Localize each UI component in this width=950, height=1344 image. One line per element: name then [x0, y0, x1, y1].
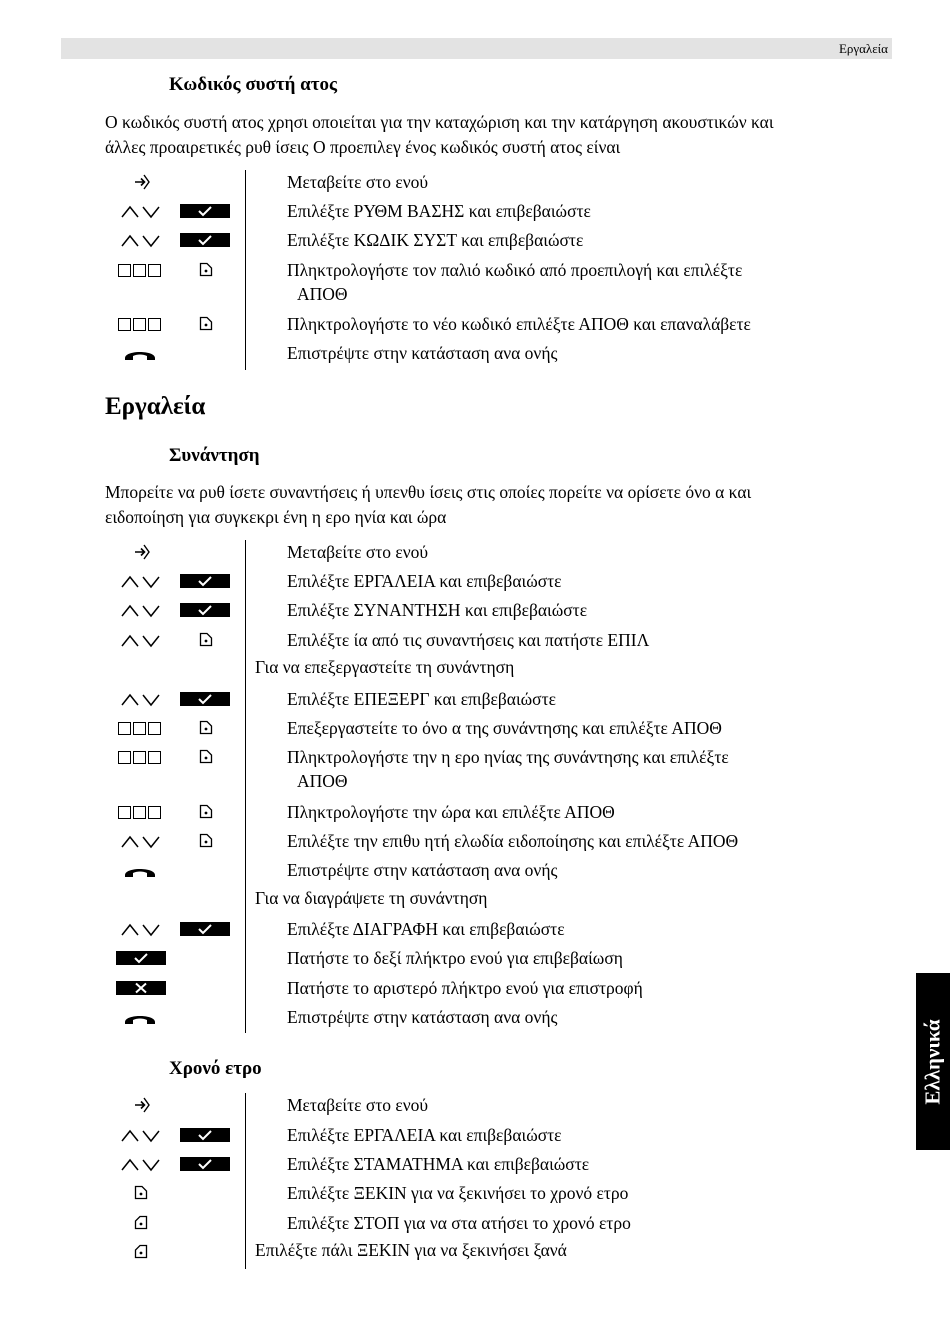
steps-divider	[245, 170, 246, 370]
step-text: Επιλέξτε ΡΥΘΜ ΒΑΣΗΣ και επιβεβαιώστε	[287, 201, 591, 221]
step-text: Επιλέξτε ΞΕΚΙΝ για να ξεκινήσει το χρονό ετρο	[287, 1183, 629, 1203]
menu-icon	[133, 173, 151, 191]
step-text: Επιλέξτε ΣΤΟΠ για να στα ατήσει το χρονό ετρο	[287, 1213, 631, 1233]
step-text: Επιλέξτε την επιθυ ητή ελωδία ειδοποίησης και επιλέξτε ΑΠΟΘ	[287, 831, 739, 851]
menu-icon	[133, 1096, 151, 1114]
header-title: Εργαλεία	[838, 41, 888, 56]
up-down-arrows-icon	[121, 1127, 161, 1143]
right-softkey-icon	[199, 833, 213, 848]
step-text	[287, 258, 885, 306]
right-softkey-icon	[199, 804, 213, 819]
intro-line: Μπορείτε να ρυθ ίσετε συναντήσεις ή υπενθυ ίσεις στις οποίες πορείτε να ορίσετε όνο α και	[105, 482, 752, 502]
up-down-arrows-icon	[121, 602, 161, 618]
ok-softkey-icon	[180, 1128, 230, 1142]
meeting-title: Συνάντηση	[169, 445, 260, 466]
step-text: Επιστρέψτε στην κατάσταση ανα ονής	[287, 1007, 558, 1027]
keypad-icon	[118, 264, 164, 278]
language-side-tab	[916, 973, 950, 1150]
step-text: Επιστρέψτε στην κατάσταση ανα ονής	[287, 343, 558, 363]
steps-divider	[245, 1093, 246, 1269]
hang-up-icon	[123, 346, 157, 362]
step-text: Επιλέξτε ΚΩΔΙΚ ΣΥΣΤ και επιβεβαιώστε	[287, 230, 584, 250]
step-text: Μεταβείτε στο ενού	[287, 542, 429, 562]
keypad-icon	[118, 722, 164, 736]
menu-icon	[133, 543, 151, 561]
step-text: Επιλέξτε ία από τις συναντήσεις και πατήστε ΕΠΙΛ	[287, 630, 650, 650]
hang-up-icon	[123, 1010, 157, 1026]
up-down-arrows-icon	[121, 203, 161, 219]
left-softkey-icon	[134, 1244, 148, 1259]
stopwatch-final-line: Επιλέξτε πάλι ΞΕΚΙΝ για να ξεκινήσει ξανά	[255, 1240, 567, 1260]
ok-softkey-icon	[180, 574, 230, 588]
right-softkey-icon	[199, 720, 213, 735]
up-down-arrows-icon	[121, 573, 161, 589]
step-text: Μεταβείτε στο ενού	[287, 172, 429, 192]
step-text: Επεξεργαστείτε το όνο α της συνάντησης και επιλέξτε ΑΠΟΘ	[287, 718, 722, 738]
step-text: Μεταβείτε στο ενού	[287, 1095, 429, 1115]
right-softkey-icon	[199, 316, 213, 331]
right-softkey-icon	[134, 1185, 148, 1200]
up-down-arrows-icon	[121, 921, 161, 937]
step-text: Επιλέξτε ΕΡΓΑΛΕΙΑ και επιβεβαιώστε	[287, 571, 562, 591]
left-softkey-icon	[134, 1215, 148, 1230]
edit-meeting-heading: Για να επεξεργαστείτε τη συνάντηση	[255, 657, 515, 677]
step-text: Επιστρέψτε στην κατάσταση ανα ονής	[287, 860, 558, 880]
right-softkey-icon	[199, 632, 213, 647]
step-text: Πληκτρολογήστε το νέο κωδικό επιλέξτε ΑΠΟΘ και επαναλάβετε	[287, 314, 751, 334]
system-code-intro	[105, 110, 890, 160]
keypad-icon	[118, 751, 164, 765]
ok-softkey-icon	[180, 1157, 230, 1171]
side-tab-label: Ελληνικά	[920, 1018, 945, 1105]
up-down-arrows-icon	[121, 691, 161, 707]
intro-line: Ο κωδικός συστή ατος χρησι οποιείται για την καταχώριση και την κατάργηση ακουστικών και	[105, 112, 774, 132]
ok-softkey-icon	[180, 692, 230, 706]
stopwatch-title: Χρονό ετρο	[169, 1058, 262, 1079]
delete-meeting-heading: Για να διαγράψετε τη συνάντηση	[255, 888, 488, 908]
ok-softkey-icon	[116, 951, 166, 965]
step-text: Επιλέξτε ΕΡΓΑΛΕΙΑ και επιβεβαιώστε	[287, 1125, 562, 1145]
intro-line: άλλες προαιρετικές ρυθ ίσεις Ο προεπιλεγ ένος κωδικός συστή ατος είναι	[105, 137, 621, 157]
ok-softkey-icon	[180, 204, 230, 218]
tools-title: Εργαλεία	[105, 393, 206, 420]
ok-softkey-icon	[180, 922, 230, 936]
right-softkey-icon	[199, 262, 213, 277]
step-text	[287, 745, 885, 793]
step-text: Επιλέξτε ΔΙΑΓΡΑΦΗ και επιβεβαιώστε	[287, 919, 565, 939]
step-text-line: Πληκτρολογήστε τον παλιό κωδικό από προεπιλογή και επιλέξτε	[287, 260, 743, 280]
step-text: Επιλέξτε ΕΠΕΞΕΡΓ και επιβεβαιώστε	[287, 689, 556, 709]
keypad-icon	[118, 318, 164, 332]
steps-divider	[245, 540, 246, 1033]
up-down-arrows-icon	[121, 833, 161, 849]
cancel-softkey-icon	[116, 981, 166, 995]
hang-up-icon	[123, 863, 157, 879]
system-code-title: Κωδικός συστή ατος	[169, 74, 338, 95]
step-text: Πληκτρολογήστε την ώρα και επιλέξτε ΑΠΟΘ	[287, 802, 615, 822]
step-text: Πατήστε το αριστερό πλήκτρο ενού για επιστροφή	[287, 978, 643, 998]
step-text: Επιλέξτε ΣΥΝΑΝΤΗΣΗ και επιβεβαιώστε	[287, 600, 588, 620]
step-text-line: ΑΠΟΘ	[297, 284, 348, 304]
step-text: Πατήστε το δεξί πλήκτρο ενού για επιβεβαίωση	[287, 948, 623, 968]
ok-softkey-icon	[180, 603, 230, 617]
up-down-arrows-icon	[121, 632, 161, 648]
step-text-line: ΑΠΟΘ	[297, 771, 348, 791]
keypad-icon	[118, 806, 164, 820]
meeting-intro	[105, 480, 890, 530]
step-text: Επιλέξτε ΣΤΑΜΑΤΗΜΑ και επιβεβαιώστε	[287, 1154, 590, 1174]
page-header-bar	[61, 38, 892, 59]
step-text-line: Πληκτρολογήστε την η ερο ηνίας της συνάντησης και επιλέξτε	[287, 747, 729, 767]
ok-softkey-icon	[180, 233, 230, 247]
right-softkey-icon	[199, 749, 213, 764]
up-down-arrows-icon	[121, 1156, 161, 1172]
up-down-arrows-icon	[121, 232, 161, 248]
intro-line: ειδοποίηση για συγκεκρι ένη η ερο ηνία και ώρα	[105, 507, 447, 527]
